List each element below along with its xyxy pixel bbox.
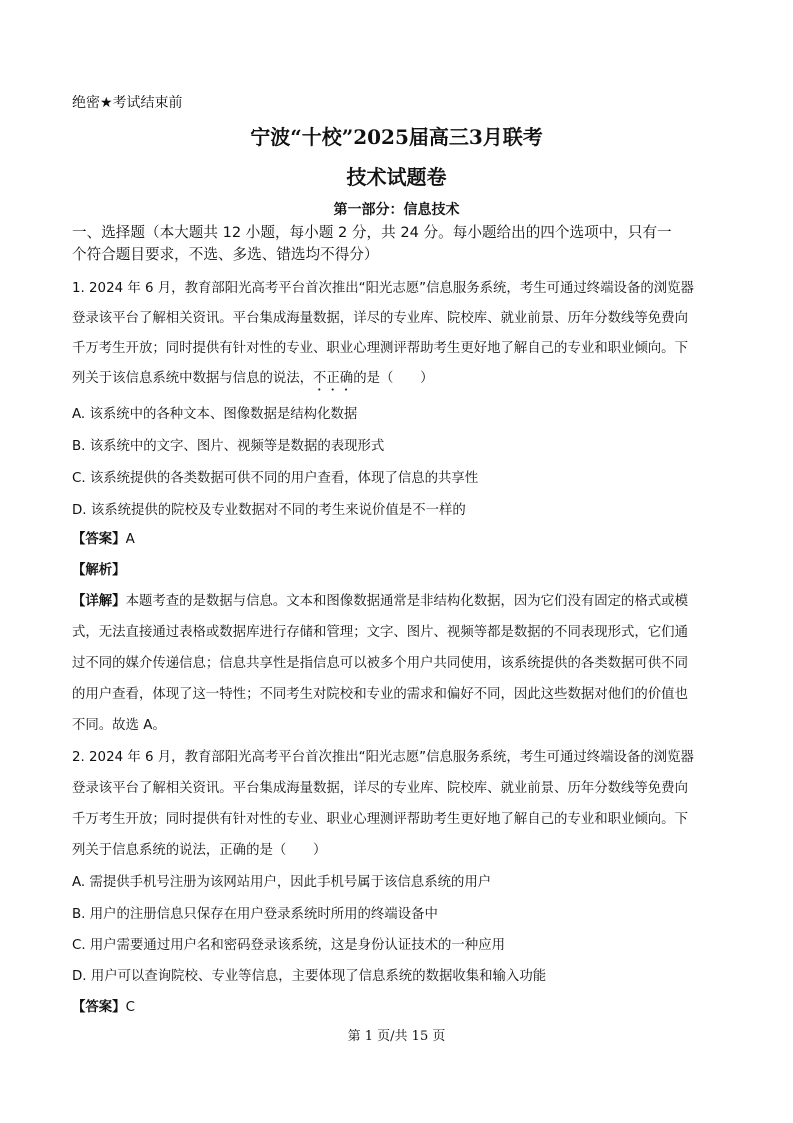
- section-line-1: 一、选择题（本大题共 12 小题，每小题 2 分，共 24 分。每小题给出的四个选项中，只有一: [72, 224, 672, 241]
- q1-detail-line-1: [72, 590, 688, 609]
- answer-value: A: [125, 532, 135, 547]
- answer-tag: 【答案】: [72, 532, 126, 547]
- q1-stem-prefix: 列关于该信息系统中数据与信息的说法，: [72, 371, 314, 386]
- section-line-2: 个符合题目要求，不选、多选、错选均不得分）: [72, 246, 379, 263]
- q1-line-2: 登录该平台了解相关资讯。平台集成海量数据，详尽的专业库、院校库、就业前景、历年分数线等免费向: [72, 311, 688, 326]
- q1-option-a: A. 该系统中的各种文本、图像数据是结构化数据: [72, 407, 358, 422]
- q1-line-1: 1. 2024 年 6 月，教育部阳光高考平台首次推出“阳光志愿”信息服务系统，考生可通过终端设备的浏览器: [72, 281, 694, 296]
- detail-tag: 【详解】: [72, 594, 126, 609]
- section-instructions: [72, 222, 732, 266]
- q2-line-4: 列关于信息系统的说法，正确的是（ ）: [72, 843, 327, 858]
- q2-answer: [72, 996, 135, 1015]
- exam-subtitle: 技术试题卷: [346, 165, 447, 189]
- answer-value: C: [125, 1000, 135, 1015]
- q2-option-c: C. 用户需要通过用户名和密码登录该系统，这是身份认证技术的一种应用: [72, 938, 505, 953]
- detail-text: 本题考查的是数据与信息。文本和图像数据通常是非结构化数据，因为它们没有固定的格式或模: [125, 594, 688, 609]
- q2-option-a: A. 需提供手机号注册为该网站用户，因此手机号属于该信息系统的用户: [72, 875, 492, 890]
- q2-option-d: D. 用户可以查询院校、专业等信息，主要体现了信息系统的数据收集和输入功能: [72, 969, 547, 984]
- q1-detail-line-3: 过不同的媒介传递信息；信息共享性是指信息可以被多个用户共同使用，该系统提供的各类数据可供不同: [72, 656, 688, 671]
- q2-line-1: 2. 2024 年 6 月，教育部阳光高考平台首次推出“阳光志愿”信息服务系统，考生可通过终端设备的浏览器: [72, 750, 694, 765]
- page-number: 第 1 页/共 15 页: [347, 1029, 446, 1044]
- q2-line-3: 千万考生开放；同时提供有针对性的专业、职业心理测评帮助考生更好地了解自己的专业和职业倾向。下: [72, 812, 688, 827]
- confidential-label: 绝密★考试结束前: [72, 95, 183, 111]
- exam-title: 宁波“十校”2025届高三3月联考: [250, 125, 543, 149]
- q1-line-4: [72, 367, 434, 394]
- q1-detail-line-4: 的用户查看，体现了这一特性；不同考生对院校和专业的需求和偏好不同，因此这些数据对他们的价值也: [72, 687, 688, 702]
- q1-answer: [72, 528, 135, 547]
- q1-stem-emphasis: 不正确: [313, 371, 354, 386]
- q1-option-d: D. 该系统提供的院校及专业数据对不同的考生来说价值是不一样的: [72, 503, 466, 518]
- q1-detail-line-5: 不同。故选 A。: [72, 718, 166, 733]
- part-heading: 第一部分：信息技术: [333, 202, 460, 218]
- q1-detail-line-2: 式，无法直接通过表格或数据库进行存储和管理；文字、图片、视频等都是数据的不同表现形式，它们通: [72, 625, 688, 640]
- analysis-tag: 【解析】: [72, 563, 126, 578]
- q2-option-b: B. 用户的注册信息只保存在用户登录系统时所用的终端设备中: [72, 907, 438, 922]
- answer-tag: 【答案】: [72, 1000, 126, 1015]
- q1-analysis-tag: [72, 559, 126, 578]
- q1-line-3: 千万考生开放；同时提供有针对性的专业、职业心理测评帮助考生更好地了解自己的专业和职业倾向。下: [72, 341, 688, 356]
- q1-option-b: B. 该系统中的文字、图片、视频等是数据的表现形式: [72, 439, 385, 454]
- q2-line-2: 登录该平台了解相关资讯。平台集成海量数据，详尽的专业库、院校库、就业前景、历年分数线等免费向: [72, 781, 688, 796]
- q1-stem-suffix: 的是（ ）: [353, 371, 434, 386]
- q1-option-c: C. 该系统提供的各类数据可供不同的用户查看，体现了信息的共享性: [72, 471, 479, 486]
